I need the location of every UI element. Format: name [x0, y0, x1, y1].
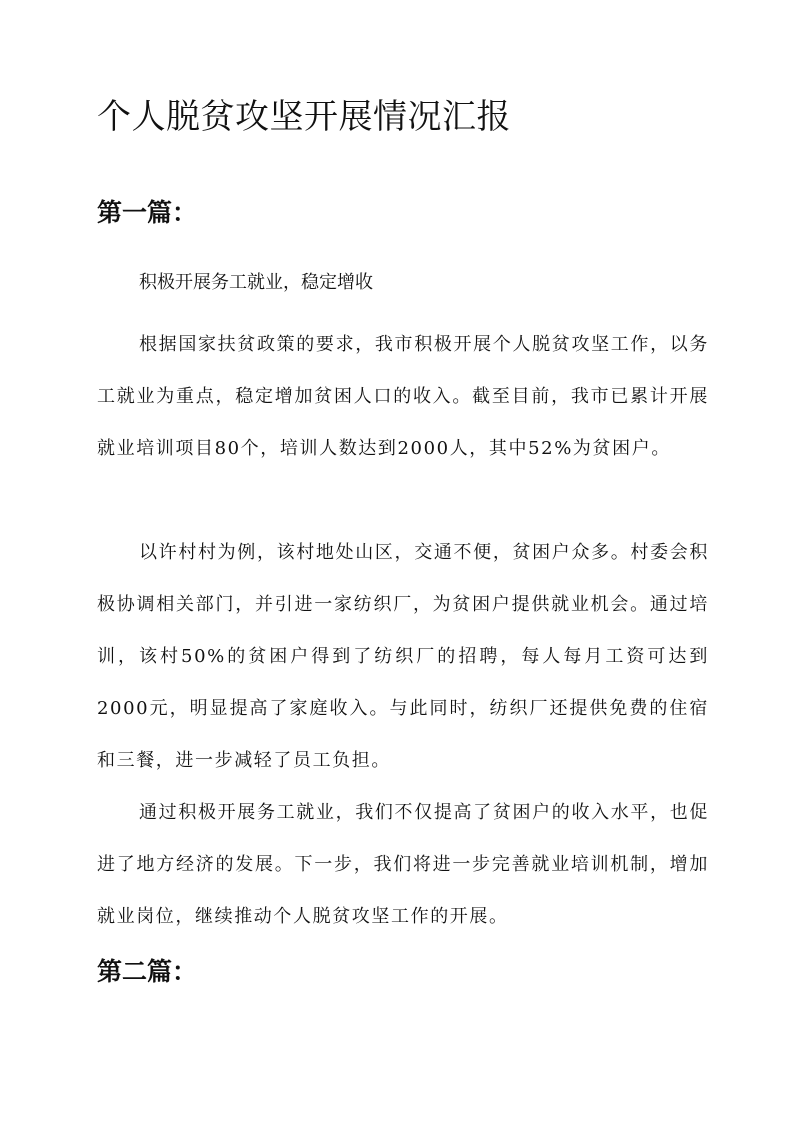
paragraph-2: 以许村村为例，该村地处山区，交通不便，贫困户众多。村委会积极协调相关部门，并引进一家纺织厂，为贫困户提供就业机会。通过培训，该村50%的贫困户得到了纺织厂的招聘，每人每月工资可达到2000元，明显提高了家庭收入。与此同时，纺织厂还提供免费的住宿和三餐，进一步减轻了员工负担。 [97, 542, 709, 771]
section-heading-1: 第一篇： [97, 198, 198, 227]
page-title: 个人脱贫攻坚开展情况汇报 [97, 97, 511, 137]
section-subheading: 积极开展务工就业，稳定增收 [139, 272, 373, 293]
paragraph-3: 通过积极开展务工就业，我们不仅提高了贫困户的收入水平，也促进了地方经济的发展。下一步，我们将进一步完善就业培训机制，增加就业岗位，继续推动个人脱贫攻坚工作的开展。 [97, 802, 709, 927]
paragraph-1: 根据国家扶贫政策的要求，我市积极开展个人脱贫攻坚工作，以务工就业为重点，稳定增加贫困人口的收入。截至目前，我市已累计开展就业培训项目80个，培训人数达到2000人，其中52%为贫困户。 [97, 334, 709, 459]
section-heading-2: 第二篇： [97, 957, 198, 986]
